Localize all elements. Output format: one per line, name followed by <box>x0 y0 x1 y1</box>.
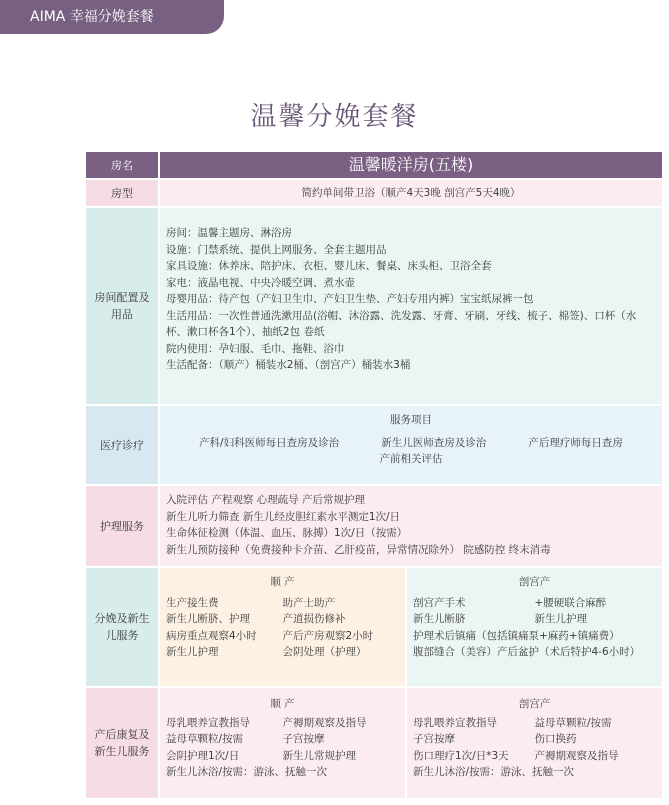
page-title: 温馨分娩套餐 <box>250 102 419 132</box>
row-room-name <box>86 152 662 178</box>
config-line: 母婴用品：待产包（产妇卫生巾、产妇卫生垫、产妇专用内裤）宝宝纸尿裤一包 <box>166 293 534 305</box>
delivery-cesarean-row <box>413 611 656 628</box>
nursing-line: 新生儿预防接种（免费接种卡介苗、乙肝疫苗，异常情况除外） 院感防控 终末消毒 <box>166 543 551 556</box>
medical-cell <box>160 406 662 484</box>
medical-item: 产科/妇科医师每日查房及诊治 <box>199 436 340 449</box>
postpartum-item: 会阴护理1次/日 <box>166 749 240 762</box>
row-nursing <box>86 486 662 566</box>
postpartum-item: 益母草颗粒/按需 <box>166 733 244 745</box>
delivery-cesarean-header: 剖宫产 <box>518 576 551 588</box>
postpartum-item: 益母草颗粒/按需 <box>534 716 612 729</box>
delivery-item: 产道损伤修补 <box>282 613 346 625</box>
delivery-item: 病房重点观察4小时 <box>166 629 257 642</box>
delivery-label: 分娩及新生儿服务 <box>86 568 158 686</box>
postpartum-item: 母乳喂养宣教指导 <box>413 716 497 729</box>
room-name-value: 温馨暖洋房(五楼) <box>160 152 662 178</box>
row-delivery <box>86 568 662 686</box>
postpartum-item: 伤口换药 <box>534 733 577 745</box>
delivery-item: 助产士助产 <box>282 596 335 609</box>
config-line: 设施：门禁系统、提供上网服务、全套主题用品 <box>166 243 387 256</box>
delivery-item: 腹部缝合（美容）产后盆护（术后特护4-6小时） <box>413 646 641 658</box>
row-medical <box>86 406 662 484</box>
postpartum-cell <box>160 688 662 798</box>
config-line: 生活用品：一次性普通洗漱用品(浴帽、沐浴露、洗发露、牙膏、牙刷、牙线、梳子、棉签)、口杯（水杯、漱口杯各1个）、抽纸2包 卷纸 <box>166 309 637 338</box>
medical-label: 医疗诊疗 <box>86 406 158 484</box>
postpartum-natural-grid <box>166 715 399 765</box>
delivery-item: 新生儿护理 <box>166 646 219 658</box>
nursing-line: 新生儿听力筛查 新生儿经皮胆红素水平测定1次/日 <box>166 510 401 523</box>
postpartum-cesarean-header: 剖宫产 <box>518 698 551 710</box>
postpartum-item: 伤口理疗1次/日*3天 <box>413 749 509 762</box>
room-type-value: 简约单间带卫浴（顺产4天3晚 剖宫产5天4晚） <box>160 180 662 206</box>
nursing-list <box>160 486 662 566</box>
postpartum-item: 产褥期观察及指导 <box>282 716 367 729</box>
config-line: 房间：温馨主题房、淋浴房 <box>166 227 292 239</box>
postpartum-item: 产褥期观察及指导 <box>534 749 619 762</box>
delivery-item: 护理术后镇痛（包括镇痛泵+麻药+镇痛费） <box>413 629 620 642</box>
postpartum-natural-header: 顺 产 <box>270 698 295 710</box>
postpartum-item: 新生儿常规护理 <box>282 749 356 762</box>
nursing-line: 入院评估 产程观察 心理疏导 产后常规护理 <box>166 494 366 506</box>
delivery-item: 新生儿断脐 <box>413 613 466 625</box>
delivery-cesarean <box>407 568 662 686</box>
medical-item: 新生儿医师查房及诊治 <box>381 436 487 449</box>
delivery-natural <box>160 568 405 686</box>
postpartum-label: 产后康复及新生儿服务 <box>86 688 158 798</box>
room-config-label: 房间配置及用品 <box>86 208 158 404</box>
medical-items <box>168 435 654 452</box>
config-line: 家具设施：休养床、陪护床、衣柜、婴儿床、餐桌、床头柜、卫浴全套 <box>166 260 492 272</box>
postpartum-item: 子宫按摩 <box>282 733 325 745</box>
brand-tab <box>0 0 224 34</box>
room-type-label: 房型 <box>86 180 158 206</box>
delivery-natural-grid <box>166 595 399 661</box>
row-room-type <box>86 180 662 206</box>
postpartum-natural <box>160 688 405 798</box>
delivery-item: 产后产房观察2小时 <box>282 629 374 642</box>
medical-item: 产后理疗师每日查房 <box>528 436 623 449</box>
delivery-item: 生产接生费 <box>166 596 219 609</box>
nursing-line: 生命体征检测（体温、血压、脉搏）1次/日（按需） <box>166 527 408 539</box>
delivery-cell <box>160 568 662 686</box>
room-name-label: 房名 <box>86 152 158 178</box>
delivery-item: +腰硬联合麻醉 <box>534 596 607 609</box>
config-line: 院内使用：孕妇服、毛巾、拖鞋、浴巾 <box>166 342 345 355</box>
medical-header: 服务项目 <box>390 414 432 426</box>
delivery-item: 新生儿断脐、护理 <box>166 613 250 625</box>
delivery-item: 剖宫产手术 <box>413 596 466 609</box>
config-line: 生活配备：（顺产）桶装水2桶、（剖宫产）桶装水3桶 <box>166 359 411 371</box>
delivery-natural-header: 顺 产 <box>270 576 295 588</box>
config-line: 家电：液晶电视、中央冷暖空调、煮水壶 <box>166 276 355 289</box>
nursing-label: 护理服务 <box>86 486 158 566</box>
row-room-config <box>86 208 662 404</box>
postpartum-cesarean-grid <box>413 715 656 765</box>
brand-text: AIMA 幸福分娩套餐 <box>30 9 154 25</box>
postpartum-item: 母乳喂养宣教指导 <box>166 716 250 729</box>
postpartum-item: 新生儿沐浴/按需：游泳、抚触一次 <box>413 766 575 778</box>
postpartum-item: 子宫按摩 <box>413 733 455 745</box>
medical-item: 产前相关评估 <box>379 453 443 465</box>
room-config-list <box>160 208 662 404</box>
delivery-cesarean-row <box>413 595 656 612</box>
postpartum-cesarean <box>407 688 662 798</box>
delivery-item: 新生儿护理 <box>534 613 587 625</box>
delivery-item: 会阴处理（护理） <box>282 646 367 658</box>
postpartum-item: 新生儿沐浴/按需：游泳、抚触一次 <box>166 766 328 778</box>
row-postpartum <box>86 688 662 798</box>
package-table <box>86 152 662 800</box>
